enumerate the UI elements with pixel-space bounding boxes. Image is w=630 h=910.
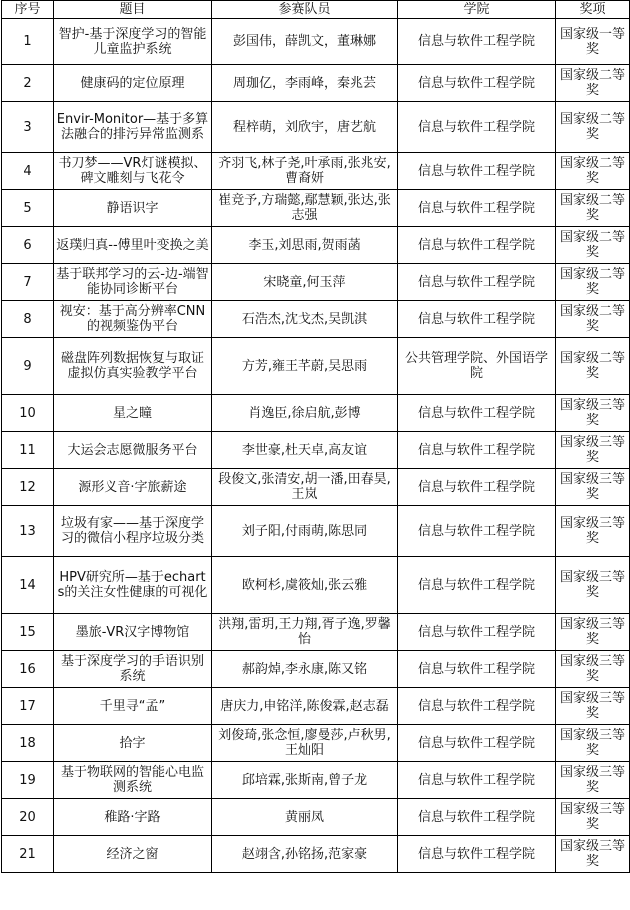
cell-no: 20	[2, 799, 54, 836]
cell-title: 磁盘阵列数据恢复与取证虚拟仿真实验教学平台	[54, 338, 212, 395]
table-row	[2, 395, 630, 432]
cell-award: 国家级三等奖	[556, 506, 630, 557]
header-no: 序号	[2, 1, 54, 19]
cell-no: 17	[2, 688, 54, 725]
cell-no: 16	[2, 651, 54, 688]
cell-no: 13	[2, 506, 54, 557]
cell-no: 12	[2, 469, 54, 506]
header-college: 学院	[398, 1, 556, 19]
cell-team: 李世豪,杜天卓,高友谊	[212, 432, 398, 469]
cell-title: 书刀梦——VR灯谜模拟、碑文雕刻与飞花令	[54, 153, 212, 190]
header-team: 参赛队员	[212, 1, 398, 19]
cell-no: 21	[2, 836, 54, 873]
cell-college: 信息与软件工程学院	[398, 301, 556, 338]
table-row	[2, 301, 630, 338]
table-row	[2, 190, 630, 227]
table-row	[2, 102, 630, 153]
cell-award: 国家级三等奖	[556, 557, 630, 614]
cell-college: 信息与软件工程学院	[398, 557, 556, 614]
cell-team: 黄丽凤	[212, 799, 398, 836]
cell-title: 稚路·字路	[54, 799, 212, 836]
cell-title: 星之瞳	[54, 395, 212, 432]
cell-team: 彭国伟，薛凯文，董琳娜	[212, 19, 398, 65]
cell-college: 信息与软件工程学院	[398, 264, 556, 301]
cell-title: 返璞归真--傅里叶变换之美	[54, 227, 212, 264]
cell-team: 段俊文,张清安,胡一潘,田春昊,王岚	[212, 469, 398, 506]
cell-team: 肖逸臣,徐启航,彭博	[212, 395, 398, 432]
cell-title: 基于联邦学习的云-边-端智能协同诊断平台	[54, 264, 212, 301]
cell-award: 国家级二等奖	[556, 338, 630, 395]
cell-college: 信息与软件工程学院	[398, 227, 556, 264]
cell-college: 信息与软件工程学院	[398, 153, 556, 190]
cell-title: 基于物联网的智能心电监测系统	[54, 762, 212, 799]
table-row	[2, 338, 630, 395]
table-row	[2, 227, 630, 264]
table-row	[2, 153, 630, 190]
cell-title: HPV研究所—基于echarts的关注女性健康的可视化	[54, 557, 212, 614]
cell-college: 公共管理学院、外国语学院	[398, 338, 556, 395]
cell-title: 视安：基于高分辨率CNN的视频鉴伪平台	[54, 301, 212, 338]
cell-team: 唐庆力,申铭洋,陈俊霖,赵志磊	[212, 688, 398, 725]
table-row	[2, 19, 630, 65]
header-row	[2, 1, 630, 19]
cell-no: 11	[2, 432, 54, 469]
cell-title: 智护-基于深度学习的智能儿童监护系统	[54, 19, 212, 65]
cell-college: 信息与软件工程学院	[398, 762, 556, 799]
cell-title: 大运会志愿微服务平台	[54, 432, 212, 469]
cell-award: 国家级三等奖	[556, 725, 630, 762]
cell-team: 崔竞予,方瑞懿,鄢慧颖,张达,张志强	[212, 190, 398, 227]
cell-no: 5	[2, 190, 54, 227]
cell-college: 信息与软件工程学院	[398, 799, 556, 836]
cell-college: 信息与软件工程学院	[398, 469, 556, 506]
table-row	[2, 836, 630, 873]
cell-team: 石浩杰,沈戈杰,吴凯淇	[212, 301, 398, 338]
cell-college: 信息与软件工程学院	[398, 102, 556, 153]
cell-team: 刘俊琦,张念恒,廖曼莎,卢秋男,王灿阳	[212, 725, 398, 762]
header-award: 奖项	[556, 1, 630, 19]
header-title: 题目	[54, 1, 212, 19]
cell-title: 拾字	[54, 725, 212, 762]
cell-no: 18	[2, 725, 54, 762]
awards-table	[1, 0, 630, 873]
cell-college: 信息与软件工程学院	[398, 614, 556, 651]
cell-award: 国家级三等奖	[556, 651, 630, 688]
cell-award: 国家级三等奖	[556, 799, 630, 836]
cell-no: 2	[2, 65, 54, 102]
cell-award: 国家级三等奖	[556, 395, 630, 432]
cell-award: 国家级三等奖	[556, 836, 630, 873]
table-row	[2, 762, 630, 799]
cell-title: 基于深度学习的手语识别系统	[54, 651, 212, 688]
cell-title: 经济之窗	[54, 836, 212, 873]
cell-no: 4	[2, 153, 54, 190]
cell-title: 源形义音·字旅薪途	[54, 469, 212, 506]
table-row	[2, 688, 630, 725]
table-row	[2, 469, 630, 506]
cell-team: 郝韵焯,李永康,陈又铭	[212, 651, 398, 688]
cell-college: 信息与软件工程学院	[398, 651, 556, 688]
cell-award: 国家级二等奖	[556, 264, 630, 301]
cell-team: 周珈亿，李雨峰，秦兆芸	[212, 65, 398, 102]
cell-college: 信息与软件工程学院	[398, 432, 556, 469]
cell-title: 千里寻“孟”	[54, 688, 212, 725]
cell-no: 8	[2, 301, 54, 338]
cell-no: 3	[2, 102, 54, 153]
cell-team: 洪翔,雷玥,王力翔,胥子逸,罗馨怡	[212, 614, 398, 651]
table-row	[2, 799, 630, 836]
cell-award: 国家级三等奖	[556, 688, 630, 725]
cell-no: 9	[2, 338, 54, 395]
table-row	[2, 65, 630, 102]
table-row	[2, 651, 630, 688]
table-row	[2, 264, 630, 301]
cell-no: 10	[2, 395, 54, 432]
cell-team: 方芳,雍王芊蔚,吴思雨	[212, 338, 398, 395]
cell-award: 国家级二等奖	[556, 227, 630, 264]
cell-no: 1	[2, 19, 54, 65]
cell-title: 健康码的定位原理	[54, 65, 212, 102]
cell-award: 国家级二等奖	[556, 153, 630, 190]
cell-award: 国家级二等奖	[556, 301, 630, 338]
cell-team: 齐羽飞,林子尧,叶承雨,张兆安,曹裔妍	[212, 153, 398, 190]
cell-no: 15	[2, 614, 54, 651]
table-row	[2, 725, 630, 762]
cell-award: 国家级三等奖	[556, 432, 630, 469]
cell-award: 国家级二等奖	[556, 65, 630, 102]
cell-title: 垃圾有家——基于深度学习的微信小程序垃圾分类	[54, 506, 212, 557]
cell-college: 信息与软件工程学院	[398, 65, 556, 102]
cell-award: 国家级三等奖	[556, 762, 630, 799]
cell-team: 欧柯杉,虞筱灿,张云雅	[212, 557, 398, 614]
table-row	[2, 506, 630, 557]
cell-no: 7	[2, 264, 54, 301]
cell-title: Envir-Monitor—基于多算法融合的排污异常监测系	[54, 102, 212, 153]
table-row	[2, 614, 630, 651]
cell-college: 信息与软件工程学院	[398, 688, 556, 725]
cell-college: 信息与软件工程学院	[398, 506, 556, 557]
table-body	[2, 19, 630, 873]
cell-team: 邱培霖,张斯南,曾子龙	[212, 762, 398, 799]
cell-college: 信息与软件工程学院	[398, 190, 556, 227]
cell-college: 信息与软件工程学院	[398, 19, 556, 65]
cell-college: 信息与软件工程学院	[398, 725, 556, 762]
cell-award: 国家级二等奖	[556, 102, 630, 153]
cell-team: 刘子阳,付雨萌,陈思同	[212, 506, 398, 557]
cell-team: 李玉,刘思雨,贺雨菡	[212, 227, 398, 264]
cell-title: 墨旅-VR汉字博物馆	[54, 614, 212, 651]
cell-college: 信息与软件工程学院	[398, 395, 556, 432]
cell-award: 国家级三等奖	[556, 614, 630, 651]
cell-title: 静语识字	[54, 190, 212, 227]
cell-no: 14	[2, 557, 54, 614]
table-row	[2, 432, 630, 469]
cell-team: 程梓萌，刘欣宇，唐艺航	[212, 102, 398, 153]
cell-college: 信息与软件工程学院	[398, 836, 556, 873]
table-row	[2, 557, 630, 614]
cell-team: 赵翊含,孙铭扬,范家豪	[212, 836, 398, 873]
cell-no: 19	[2, 762, 54, 799]
cell-award: 国家级三等奖	[556, 469, 630, 506]
cell-award: 国家级二等奖	[556, 190, 630, 227]
cell-no: 6	[2, 227, 54, 264]
cell-award: 国家级一等奖	[556, 19, 630, 65]
cell-team: 宋晓童,何玉萍	[212, 264, 398, 301]
